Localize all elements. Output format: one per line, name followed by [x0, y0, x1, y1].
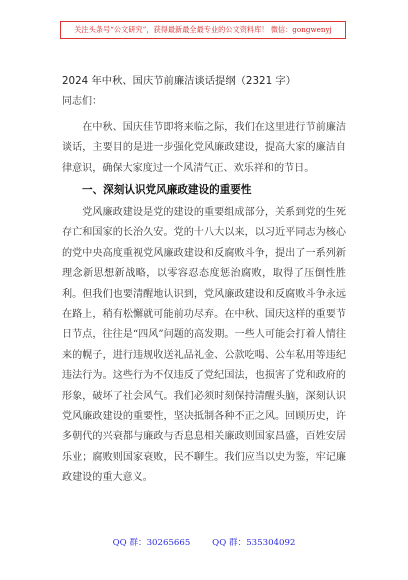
promo-banner: 关注头条号“公文研究”，获得最新最全最专业的公文资料库！ 微信：gongwenyj	[60, 21, 346, 39]
footer-qq-groups: QQ 群：30265665 QQ 群：535304092	[112, 538, 296, 548]
paragraph-body: 党风廉政建设是党的建设的重要组成部分，关系到党的生死存亡和国家的长治久安。党的十八大以来，以习近平同志为核心的党中央高度重视党风廉政建设和反腐败斗争，提出了一系列新理念新思想新战略，以零容忍态度惩治腐败，取得了压倒性胜利。但我们也要清醒地认识到，党风廉政建设和反腐败斗争永远在路上，稍有松懈就可能前功尽弃。在中秋、国庆这样的重要节日节点，往往是“四风”问题的高发期。一些人可能会打着人情往来的幌子，进行违规收送礼品礼金、公款吃喝、公车私用等违纪违法行为。这些行为不仅违反了党纪国法，也损害了党和政府的形象，破坏了社会风气。我们必须时刻保持清醒头脑，深刻认识党风廉政建设的重要性，坚决抵制各种不正之风。回顾历史，许多朝代的兴衰都与廉政与否息息相关廉政则国家昌盛，百姓安居乐业；腐败则国家衰败，民不聊生。我们应当以史为鉴，牢记廉政建设的重大意义。	[62, 207, 346, 484]
paragraph-intro: 在中秋、国庆佳节即将来临之际，我们在这里进行节前廉洁谈话，主要目的是进一步强化党风廉政建设，提高大家的廉洁自律意识，确保大家度过一个风清气正、欢乐祥和的节日。	[62, 122, 346, 174]
salutation: 同志们：	[62, 96, 102, 107]
section-heading-1: 一、深刻认识党风廉政建设的重要性	[82, 184, 252, 196]
document-title: 2024 年中秋、国庆节前廉洁谈话提纲（2321 字）	[62, 75, 297, 87]
